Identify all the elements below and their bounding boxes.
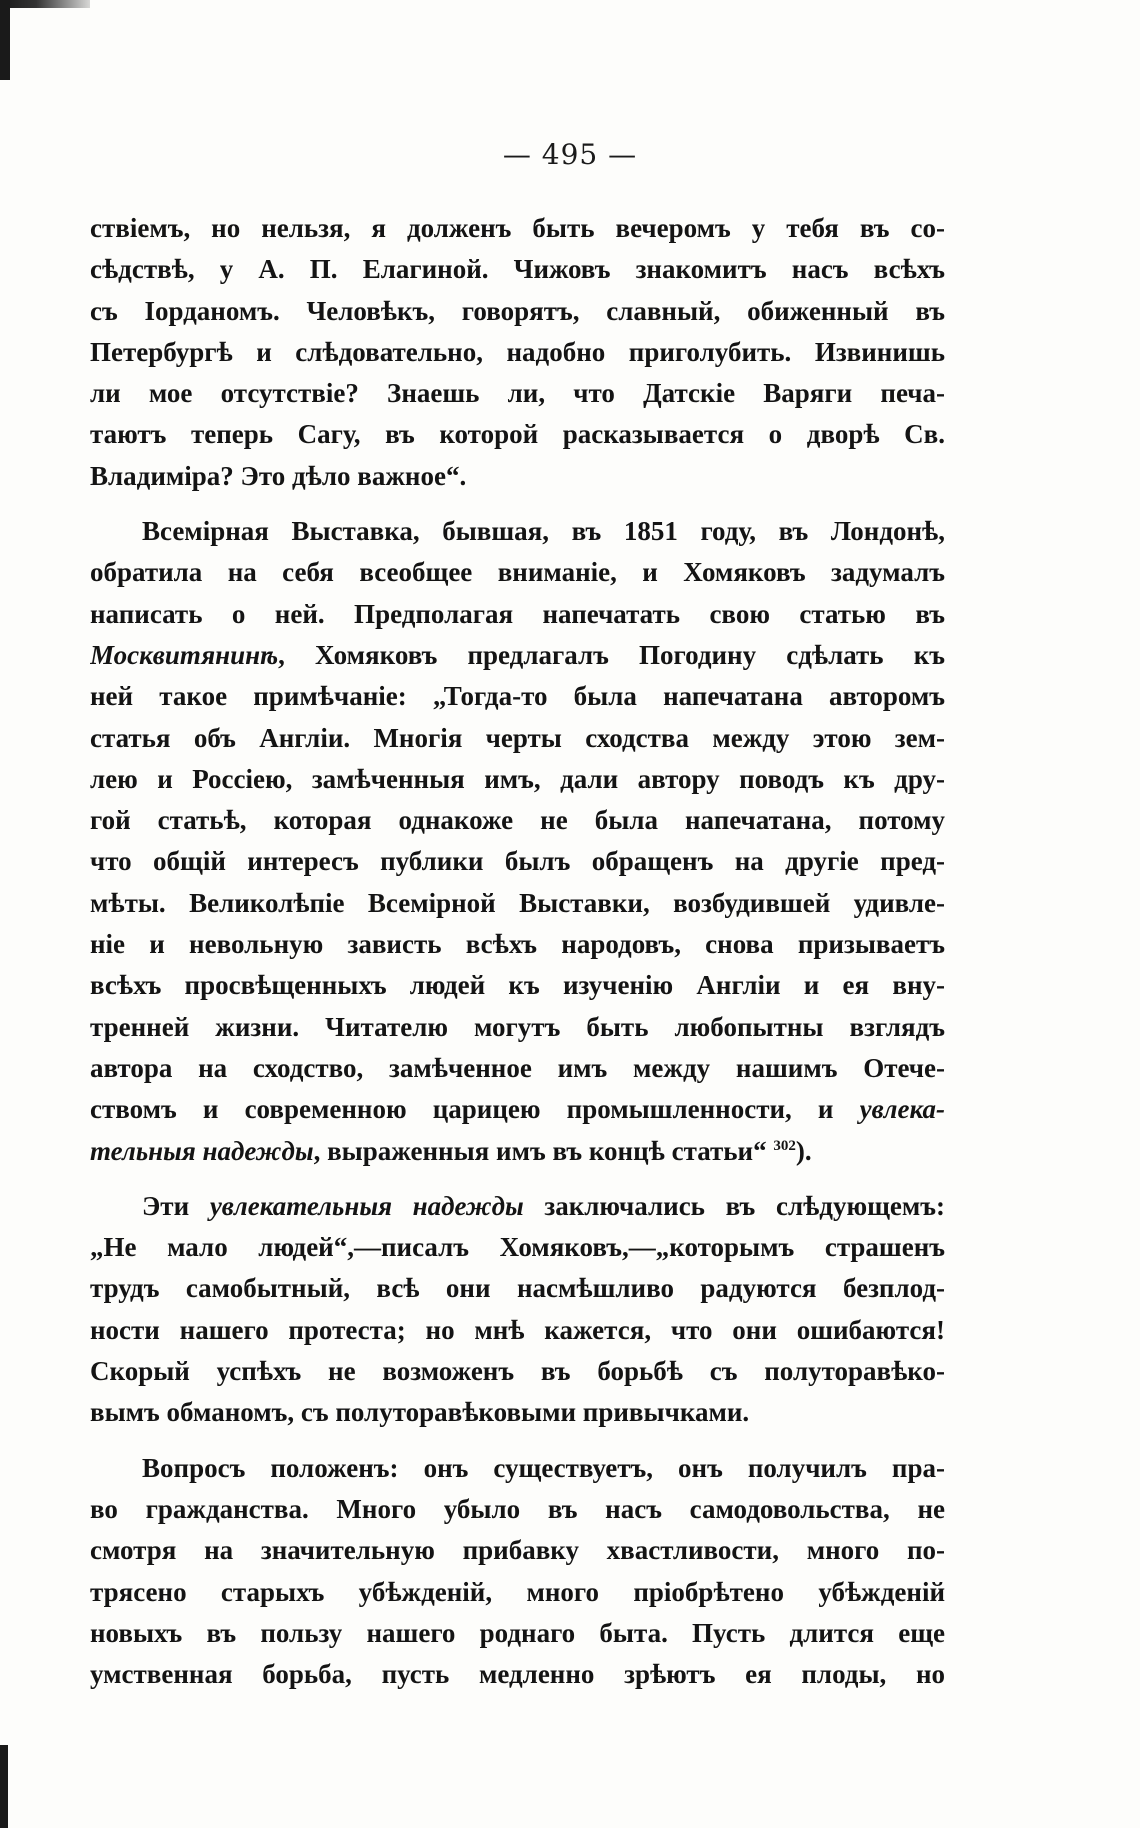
text-line: таютъ теперь Сагу, въ которой расказывается о дворѣ Св. — [90, 419, 945, 450]
scan-edge-shadow-left-top — [0, 0, 10, 80]
text-line: умственная борьба, пусть медленно зрѣютъ ея плоды, но — [90, 1659, 945, 1690]
body-text — [90, 208, 945, 1695]
text-line: трясено старыхъ убѣжденій, много пріобрѣтено убѣжденій — [90, 1576, 945, 1607]
text-line — [90, 635, 945, 676]
text-line: мѣты. Великолѣпіе Всемірной Выставки, возбудившей удивле- — [90, 887, 945, 918]
line-text: , Хомяковъ предлагалъ Погодину сдѣлать къ — [278, 639, 945, 670]
text-line: смотря на значительную прибавку хвастливости, много по- — [90, 1535, 945, 1566]
text-line: ности нашего протеста; но мнѣ кажется, что они ошибаются! — [90, 1314, 945, 1345]
text-line: ней такое примѣчаніе: „Тогда-то была напечатана авторомъ — [90, 681, 945, 712]
text-line: во гражданства. Много убыло въ насъ самодовольства, не — [90, 1493, 945, 1524]
text-line: Вопросъ положенъ: онъ существуетъ, онъ получилъ пра- — [142, 1452, 945, 1483]
italic-phrase: увлекательныя надежды — [209, 1190, 524, 1221]
text-line: лею и Россіею, замѣченныя имъ, дали автору поводъ къ дру- — [90, 763, 945, 794]
text-line: „Не мало людей“,—писалъ Хомяковъ,—„которымъ страшенъ — [90, 1232, 945, 1263]
text-line: Владиміра? Это дѣло важное“. — [90, 460, 467, 491]
text-line: Петербургѣ и слѣдовательно, надобно приголубить. Извинишь — [90, 336, 945, 367]
text-line — [90, 1089, 945, 1130]
text-line: автора на сходство, замѣченное имъ между нашимъ Отече- — [90, 1052, 945, 1083]
text-line: гой статьѣ, которая однакоже не была напечатана, потому — [90, 805, 945, 836]
scan-edge-shadow-top — [0, 0, 90, 8]
text-line: сѣдствѣ, у А. П. Елагиной. Чижовъ знакомитъ насъ всѣхъ — [90, 254, 945, 285]
italic-phrase: увлека- — [859, 1094, 945, 1125]
line-text: ). — [795, 1135, 812, 1166]
italic-journal-title: Москвитянинѣ — [90, 639, 279, 670]
text-line: вымъ обманомъ, съ полуторавѣковыми привычками. — [90, 1397, 750, 1428]
page-number: — 495 — — [502, 138, 638, 171]
text-line: ствіемъ, но нельзя, я долженъ быть вечеромъ у тебя въ со- — [90, 213, 945, 243]
paragraph-continuation — [90, 208, 945, 497]
text-line: трудъ самобытный, всѣ они насмѣшливо радуются безплод- — [90, 1273, 945, 1304]
paragraph-question — [90, 1448, 945, 1696]
line-text: ствомъ и современною царицею промышленности, и — [90, 1094, 860, 1125]
text-line: Всемірная Выставка, бывшая, въ 1851 году, въ Лондонѣ, — [142, 516, 945, 547]
text-line: съ Іорданомъ. Человѣкъ, говорятъ, славный, обиженный въ — [90, 295, 945, 326]
line-text: заключались въ слѣдующемъ: — [523, 1190, 945, 1221]
text-line: Скорый успѣхъ не возможенъ въ борьбѣ съ полуторавѣко- — [90, 1356, 945, 1387]
text-line: ніе и невольную зависть всѣхъ народовъ, снова призываетъ — [90, 929, 945, 960]
text-line — [90, 1186, 945, 1227]
text-line: ли мое отсутствіе? Знаешь ли, что Датскіе Варяги печа- — [90, 378, 945, 409]
italic-phrase: тельныя надежды — [90, 1135, 314, 1166]
text-line: обратила на себя всеобщее вниманіе, и Хомяковъ задумалъ — [90, 557, 945, 588]
line-text: , выраженныя имъ въ концѣ статьи“ — [313, 1135, 767, 1166]
line-text: Эти — [142, 1190, 210, 1221]
text-line: тренней жизни. Читателю могутъ быть любопытны взглядъ — [90, 1011, 945, 1042]
paragraph-exhibition — [90, 511, 945, 1172]
text-line: что общій интересъ публики былъ обращенъ на другіе пред- — [90, 846, 945, 877]
footnote-marker[interactable]: 302 — [773, 1137, 796, 1154]
text-line: новыхъ въ пользу нашего роднаго быта. Пусть длится еще — [90, 1617, 945, 1648]
text-line — [90, 1131, 945, 1172]
text-line: статья объ Англіи. Многія черты сходства между этою зем- — [90, 722, 945, 753]
paragraph-hopes — [90, 1186, 945, 1434]
scan-edge-shadow-left-bottom — [0, 1745, 8, 1828]
text-line: написать о ней. Предполагая напечатать свою статью въ — [90, 598, 945, 629]
text-line: всѣхъ просвѣщенныхъ людей къ изученію Англіи и ея вну- — [90, 970, 945, 1001]
